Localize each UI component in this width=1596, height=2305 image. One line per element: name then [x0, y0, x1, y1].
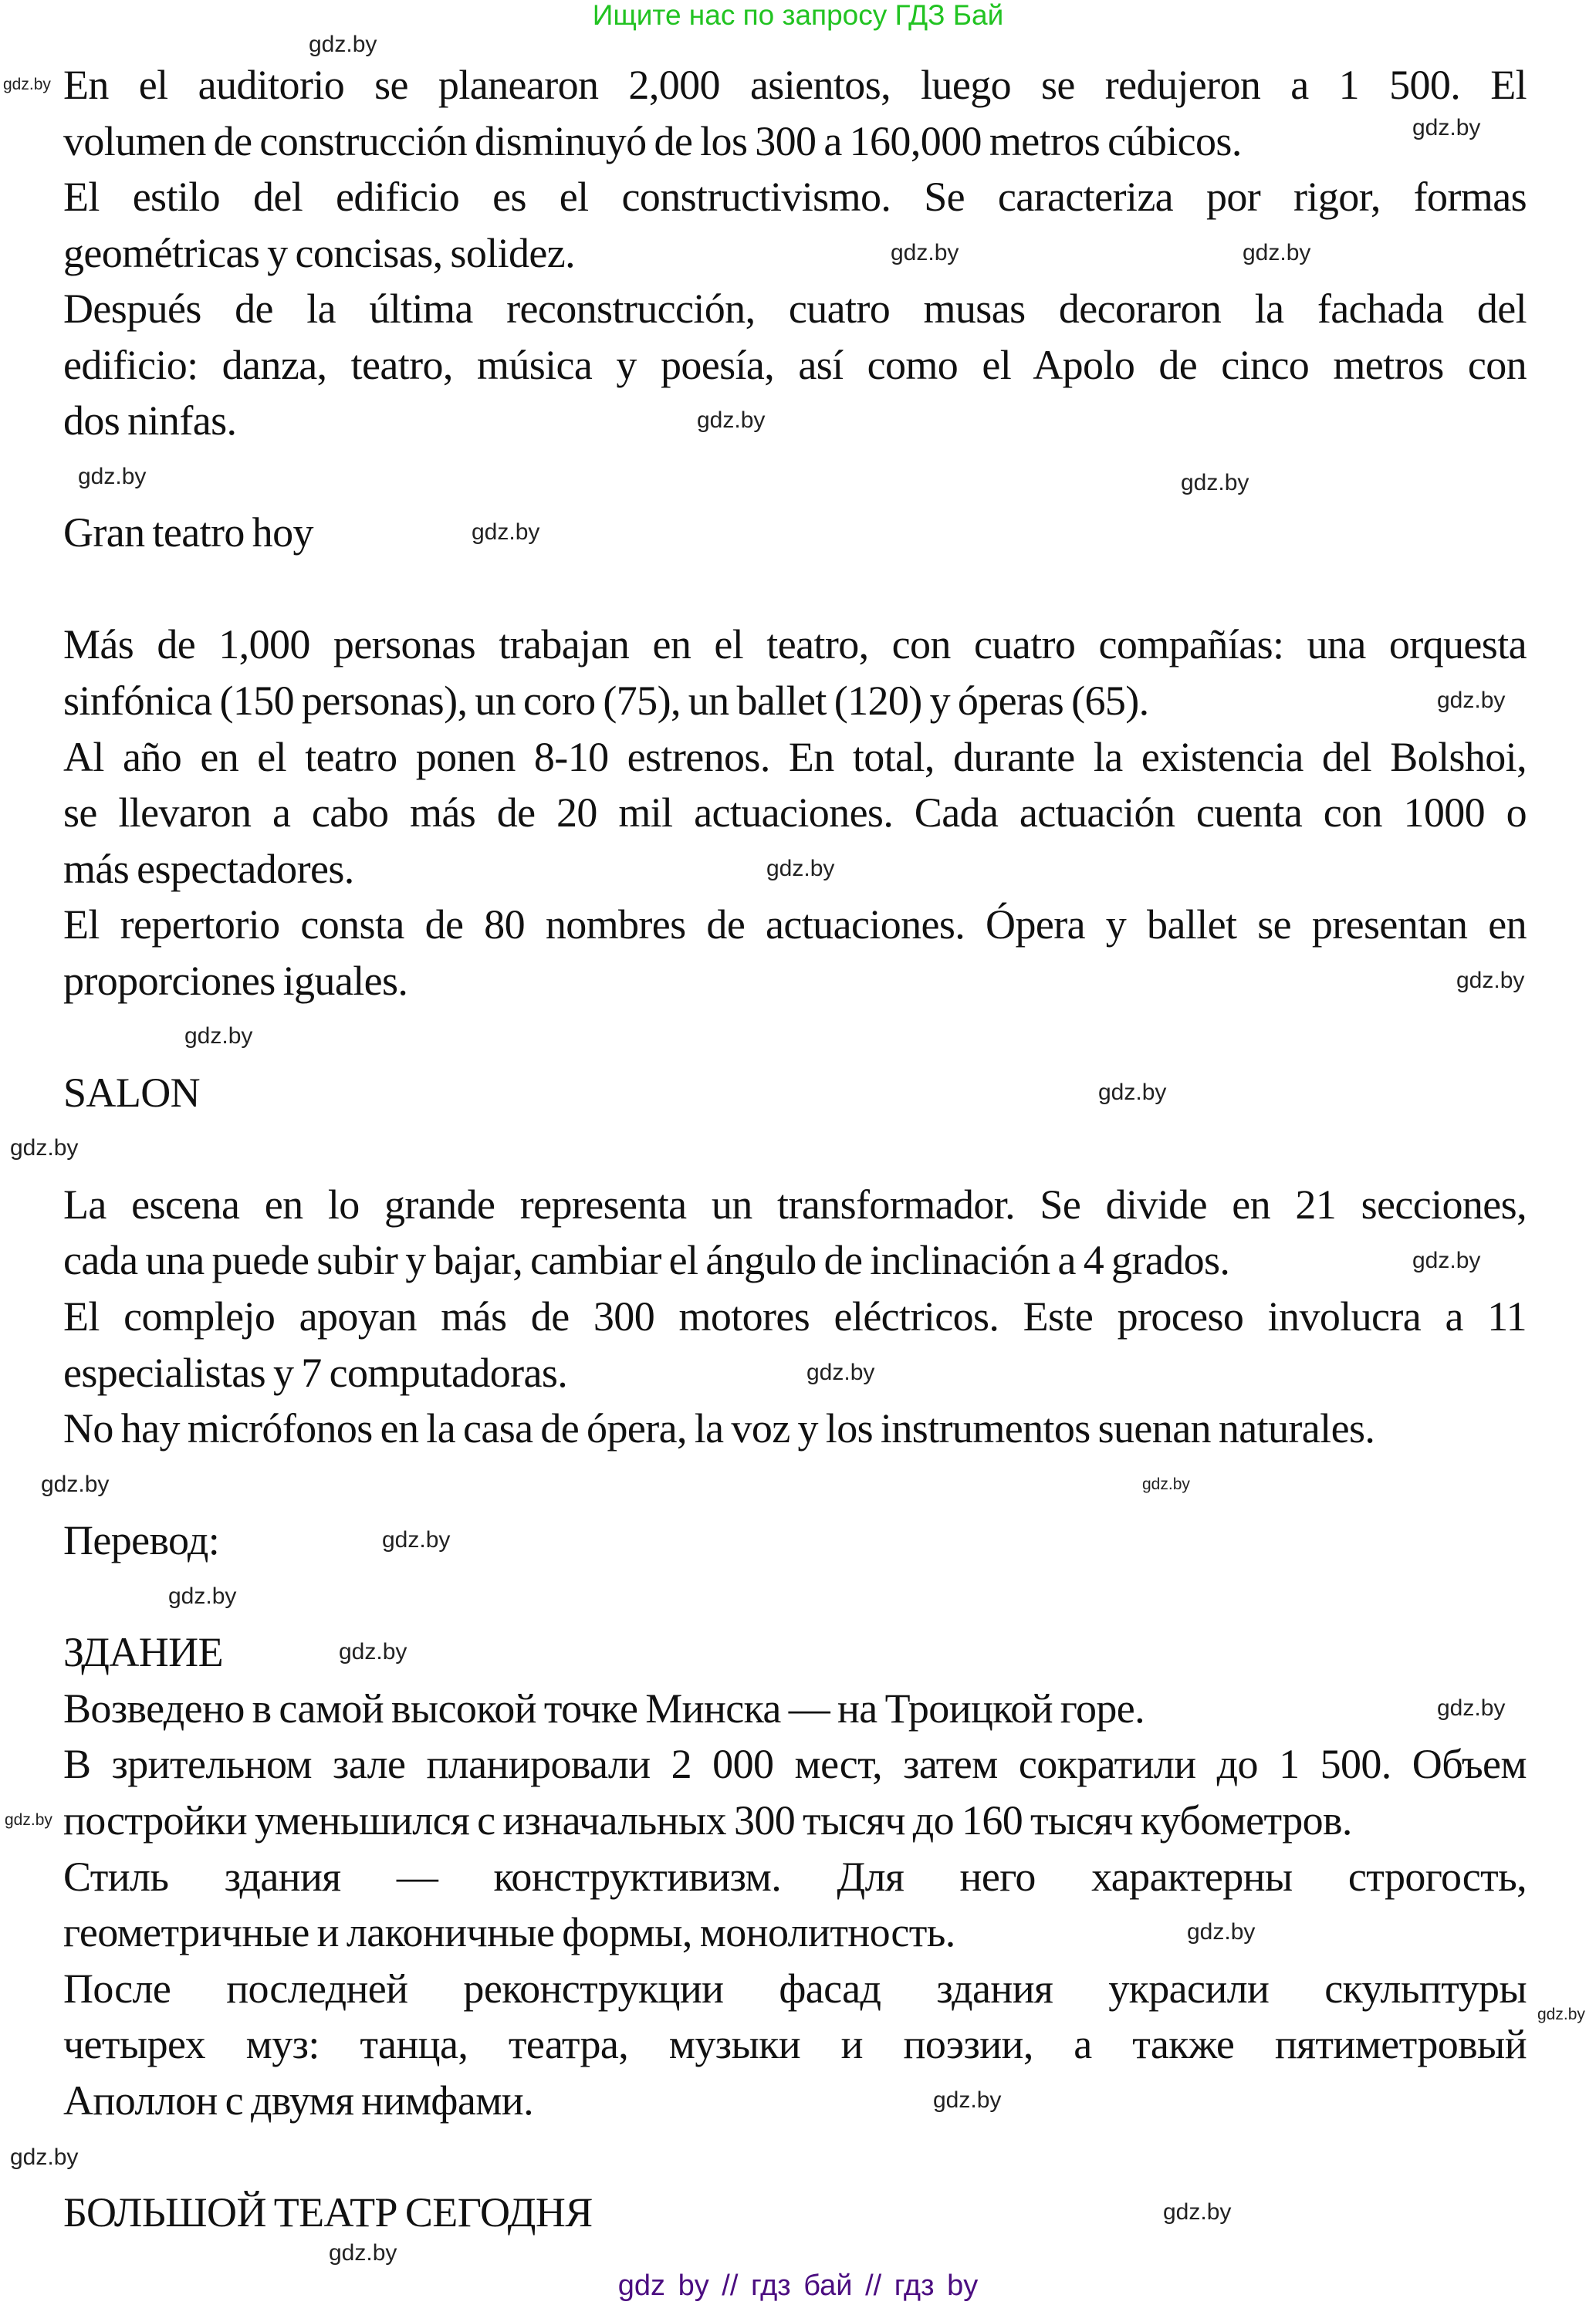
text-line: Возведено в самой высокой точке Минска — на Троицкой горе. — [63, 1685, 1145, 1732]
section-heading: БОЛЬШОЙ ТЕАТР СЕГОДНЯ — [63, 2188, 593, 2236]
footer-separator: // — [722, 2270, 739, 2302]
paragraph — [63, 1289, 1527, 1401]
watermark: gdz.by — [766, 856, 835, 881]
text-line: proporciones iguales. — [63, 957, 408, 1004]
watermark: gdz.by — [1181, 470, 1249, 495]
watermark: gdz.by — [891, 240, 959, 265]
watermark: gdz.by — [1187, 1919, 1256, 1945]
watermark: gdz.by — [41, 1472, 110, 1497]
blank-line — [63, 1569, 1527, 1625]
text-line: геометричные и лаконичные формы, монолитность. — [63, 1909, 955, 1956]
footer-separator: // — [865, 2270, 882, 2302]
text-line: sinfónica (150 personas), un coro (75), un ballet (120) y óperas (65). — [63, 678, 1149, 725]
text-line: geométricas y concisas, solidez. — [63, 229, 576, 276]
watermark: gdz.by — [3, 76, 51, 93]
text-line: El complejo apoyan más de 300 motores eléctricos. Este proceso involucra a 11 — [63, 1293, 1527, 1340]
paragraph — [63, 281, 1527, 449]
text-line: edificio: danza, teatro, música y poesía, así como el Apolo de cinco metros con — [63, 341, 1527, 388]
paragraph — [63, 1681, 1527, 1737]
text-line: El estilo del edificio es el constructivismo. Se caracteriza por rigor, formas — [63, 174, 1527, 221]
watermark: gdz.by — [309, 32, 377, 57]
text-line: se llevaron a cabo más de 20 mil actuaciones. Cada actuación cuenta con 1000 o — [63, 789, 1527, 836]
text-line: Стиль здания — конструктивизм. Для него характерны строгость, — [63, 1853, 1527, 1900]
paragraph — [63, 1961, 1527, 2129]
blank-line — [63, 1009, 1527, 1065]
footer-link-gdz-bai[interactable]: гдз бай — [750, 2270, 853, 2302]
watermark: gdz.by — [184, 1023, 253, 1049]
blank-line — [63, 449, 1527, 505]
paragraph — [63, 1401, 1527, 1512]
footer-link-gdz-by-2[interactable]: гдз by — [894, 2270, 979, 2302]
paragraph — [63, 617, 1527, 728]
search-banner: Ищите нас по запросу ГДЗ Бай — [592, 0, 1004, 31]
paragraph — [63, 897, 1527, 1009]
watermark: gdz.by — [382, 1527, 451, 1553]
watermark: gdz.by — [1412, 1248, 1481, 1273]
text-line: dos ninfas. — [63, 397, 237, 444]
footer-links — [0, 2269, 1596, 2303]
watermark: gdz.by — [10, 1135, 79, 1161]
footer-link-gdz-by[interactable]: gdz by — [617, 2270, 709, 2302]
watermark: gdz.by — [806, 1360, 875, 1385]
section-heading: Перевод: — [63, 1517, 220, 1564]
paragraph — [63, 1736, 1527, 1848]
text-line: четырех муз: танца, театра, музыки и поэзии, а также пятиметровый — [63, 2021, 1527, 2068]
watermark: gdz.by — [1243, 240, 1311, 265]
watermark: gdz.by — [1537, 2006, 1585, 2023]
blank-line — [63, 2128, 1527, 2185]
watermark: gdz.by — [933, 2087, 1002, 2113]
text-line: No hay micrófonos en la casa de ópera, la voz y los instrumentos suenan naturales. — [63, 1405, 1375, 1452]
text-line: cada una puede subir y bajar, cambiar el ángulo de inclinación a 4 grados. — [63, 1237, 1230, 1284]
section-heading: ЗДАНИЕ — [63, 1629, 223, 1676]
watermark: gdz.by — [1456, 968, 1525, 993]
paragraph — [63, 1849, 1527, 1961]
text-line: En el auditorio se planearon 2,000 asientos, luego se redujeron a 1 500. El — [63, 62, 1527, 108]
text-line: Аполлон с двумя нимфами. — [63, 2077, 533, 2124]
paragraph — [63, 1177, 1527, 1289]
text-line: Después de la última reconstrucción, cuatro musas decoraron la fachada del — [63, 286, 1527, 333]
watermark: gdz.by — [5, 1811, 52, 1829]
text-line: especialistas y 7 computadoras. — [63, 1349, 568, 1396]
text-line: После последней реконструкции фасад здания украсили скульптуры — [63, 1965, 1527, 2012]
text-line: постройки уменьшился с изначальных 300 тысяч до 160 тысяч кубометров. — [63, 1796, 1352, 1844]
section-heading: SALON — [63, 1069, 201, 1116]
watermark: gdz.by — [1412, 115, 1481, 140]
watermark: gdz.by — [1163, 2199, 1232, 2225]
text-line: Al año en el teatro ponen 8-10 estrenos. En total, durante la existencia del Bolshoi, — [63, 733, 1527, 780]
text-line: El repertorio consta de 80 nombres de actuaciones. Ópera y ballet se presentan en — [63, 901, 1527, 948]
watermark: gdz.by — [1437, 1695, 1506, 1721]
blank-line — [63, 561, 1527, 617]
watermark: gdz.by — [1142, 1475, 1190, 1493]
text-line: В зрительном зале планировали 2 000 мест, затем сократили до 1 500. Объем — [63, 1741, 1527, 1788]
watermark: gdz.by — [472, 519, 540, 545]
watermark: gdz.by — [10, 2144, 79, 2170]
watermark: gdz.by — [1098, 1080, 1167, 1105]
watermark: gdz.by — [78, 464, 147, 489]
text-line: La escena en lo grande representa un transformador. Se divide en 21 secciones, — [63, 1181, 1527, 1228]
watermark: gdz.by — [1437, 688, 1506, 713]
text-line: Más de 1,000 personas trabajan en el teatro, con cuatro compañías: una orquesta — [63, 621, 1527, 668]
watermark: gdz.by — [168, 1583, 237, 1609]
watermark: gdz.by — [697, 407, 766, 433]
text-line: volumen de construcción disminuyó de los 300 a 160,000 metros cúbicos. — [63, 117, 1242, 164]
paragraph — [63, 57, 1527, 169]
document-body — [63, 57, 1527, 2240]
watermark: gdz.by — [339, 1639, 407, 1665]
watermark: gdz.by — [329, 2240, 397, 2266]
section-heading: Gran teatro hoy — [63, 509, 313, 556]
text-line: más espectadores. — [63, 845, 354, 892]
blank-line — [63, 1120, 1527, 1177]
blank-line — [63, 1457, 1527, 1513]
